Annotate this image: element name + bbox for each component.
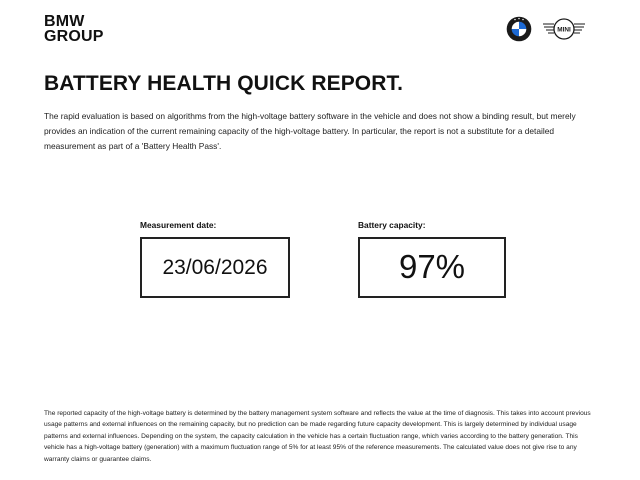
battery-capacity-box xyxy=(358,237,506,298)
page-title: BATTERY HEALTH QUICK REPORT. xyxy=(44,72,404,95)
battery-capacity-value: 97% xyxy=(398,248,466,285)
battery-capacity-label: Battery capacity: xyxy=(358,220,426,230)
measurement-date-label: Measurement date: xyxy=(140,220,217,230)
mini-wings-icon xyxy=(542,18,586,40)
bmw-group-logo xyxy=(44,14,104,44)
measurement-date-box xyxy=(140,237,290,298)
measurement-date-value: 23/06/2026 xyxy=(162,255,268,279)
disclaimer-footnote: The reported capacity of the high-voltage battery is determined by the battery management system software and reflects the value at the time of diagnosis. This takes into account previous usage patterns and external influences on the remaining capacity, but no prediction can be made regarding future capacity development. This is largely determined by individual usage patterns and external influences. Depending on the system, the capacity calculation in the vehicle has a certain fluctuation range, which varies according to the battery generation. This vehicle has a high-voltage battery (generation) with a maximum fluctuation range of 5% for at least 95% of the reference measurements. The calculated value does not give rise to any warranty claims or guarantee claims. xyxy=(44,410,591,463)
brand-line-2: GROUP xyxy=(44,28,104,45)
intro-paragraph: The rapid evaluation is based on algorithms from the high-voltage battery software in the vehicle and does not show a binding result, but merely provides an indication of the current remaining capacity of the high-voltage battery. In particular, the report is not a substitute for a detailed measurement as part of a 'Battery Health Pass'. xyxy=(44,111,576,151)
bmw-roundel-icon xyxy=(506,16,532,42)
mini-logo-text: MINI xyxy=(557,26,571,34)
brand-logos xyxy=(506,16,586,42)
brand-line-1: BMW xyxy=(44,13,85,30)
